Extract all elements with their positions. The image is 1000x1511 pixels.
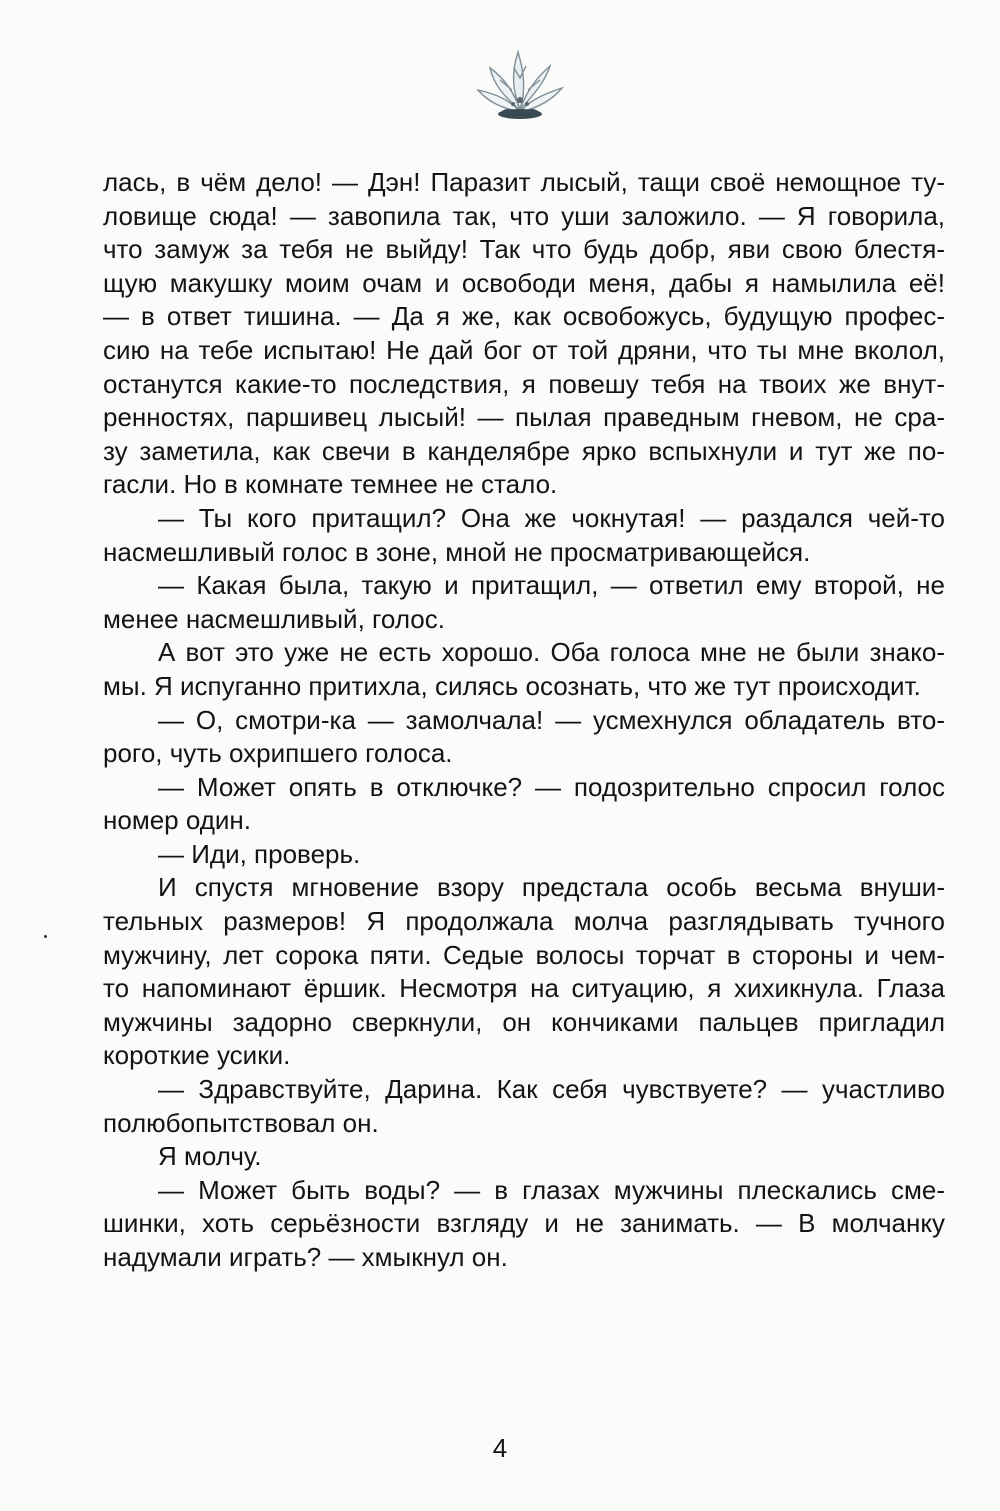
text-line: щую макушку моим очам и освободи меня, дабы я намылила её! xyxy=(103,267,945,298)
text-line: то напоминают ёршик. Несмотря на ситуацию, я хихикнула. Глаза xyxy=(103,973,945,1004)
flower-ornament-icon xyxy=(470,38,570,128)
text-line: — Здравствуйте, Дарина. Как себя чувствуете? — участливо xyxy=(158,1074,945,1105)
text-line: А вот это уже не есть хорошо. Оба голоса мне не были знако- xyxy=(158,637,945,668)
page-text xyxy=(103,166,945,1275)
text-line: — в ответ тишина. — Да я же, как освобожусь, будущую профес- xyxy=(103,301,945,332)
page-number: 4 xyxy=(492,1433,508,1463)
text-line: мужчины задорно сверкнули, он кончиками пальцев пригладил xyxy=(103,1006,945,1037)
text-line: сию на тебе испытаю! Не дай бог от той дряни, что ты мне вколол, xyxy=(103,334,945,365)
text-line: лась, в чём дело! — Дэн! Паразит лысый, тащи своё немощное ту- xyxy=(103,167,945,197)
text-line: короткие усики. xyxy=(103,1040,291,1071)
text-line: — Иди, проверь. xyxy=(158,838,361,869)
print-speck xyxy=(44,935,47,938)
text-line: мужчину, лет сорока пяти. Седые волосы торчат в стороны и чем- xyxy=(103,939,945,970)
text-line: что замуж за тебя не выйду! Так что будь добр, яви свою блестя- xyxy=(103,234,945,265)
text-line: — Может быть воды? — в глазах мужчины плескались сме- xyxy=(158,1174,945,1205)
text-line: мы. Я испуганно притихла, силясь осознать, что же тут происходит. xyxy=(103,670,921,701)
text-line: шинки, хоть серьёзности взгляду и не занимать. — В молчанку xyxy=(103,1208,945,1239)
text-line: зу заметила, как свечи в канделябре ярко вспыхнули и тут же по- xyxy=(103,435,945,466)
text-line: рого, чуть охрипшего голоса. xyxy=(103,738,453,769)
text-line: номер один. xyxy=(103,805,252,836)
text-line: ловище сюда! — завопила так, что уши заложило. — Я говорила, xyxy=(103,200,945,231)
text-line: насмешливый голос в зоне, мной не просматривающейся. xyxy=(103,536,811,567)
text-line: — О, смотри-ка — замолчала! — усмехнулся обладатель вто- xyxy=(158,704,945,735)
text-line: И спустя мгновение взору предстала особь весьма внуши- xyxy=(158,872,945,903)
text-line: — Какая была, такую и притащил, — ответил ему второй, не xyxy=(158,570,945,601)
text-line: ренностях, паршивец лысый! — пылая праведным гневом, не сра- xyxy=(103,402,945,433)
text-line: тельных размеров! Я продолжала молча разглядывать тучного xyxy=(103,906,945,937)
text-line: Я молчу. xyxy=(158,1141,262,1172)
text-line: надумали играть? — хмыкнул он. xyxy=(103,1242,508,1272)
text-line: гасли. Но в комнате темнее не стало. xyxy=(103,469,558,500)
text-line: останутся какие-то последствия, я повешу тебя на твоих же внут- xyxy=(103,368,945,399)
text-line: менее насмешливый, голос. xyxy=(103,603,445,634)
text-line: полюбопытствовал он. xyxy=(103,1107,379,1138)
text-line: — Может опять в отключке? — подозрительно спросил голос xyxy=(158,771,945,802)
text-line: — Ты кого притащил? Она же чокнутая! — раздался чей-то xyxy=(158,502,945,533)
